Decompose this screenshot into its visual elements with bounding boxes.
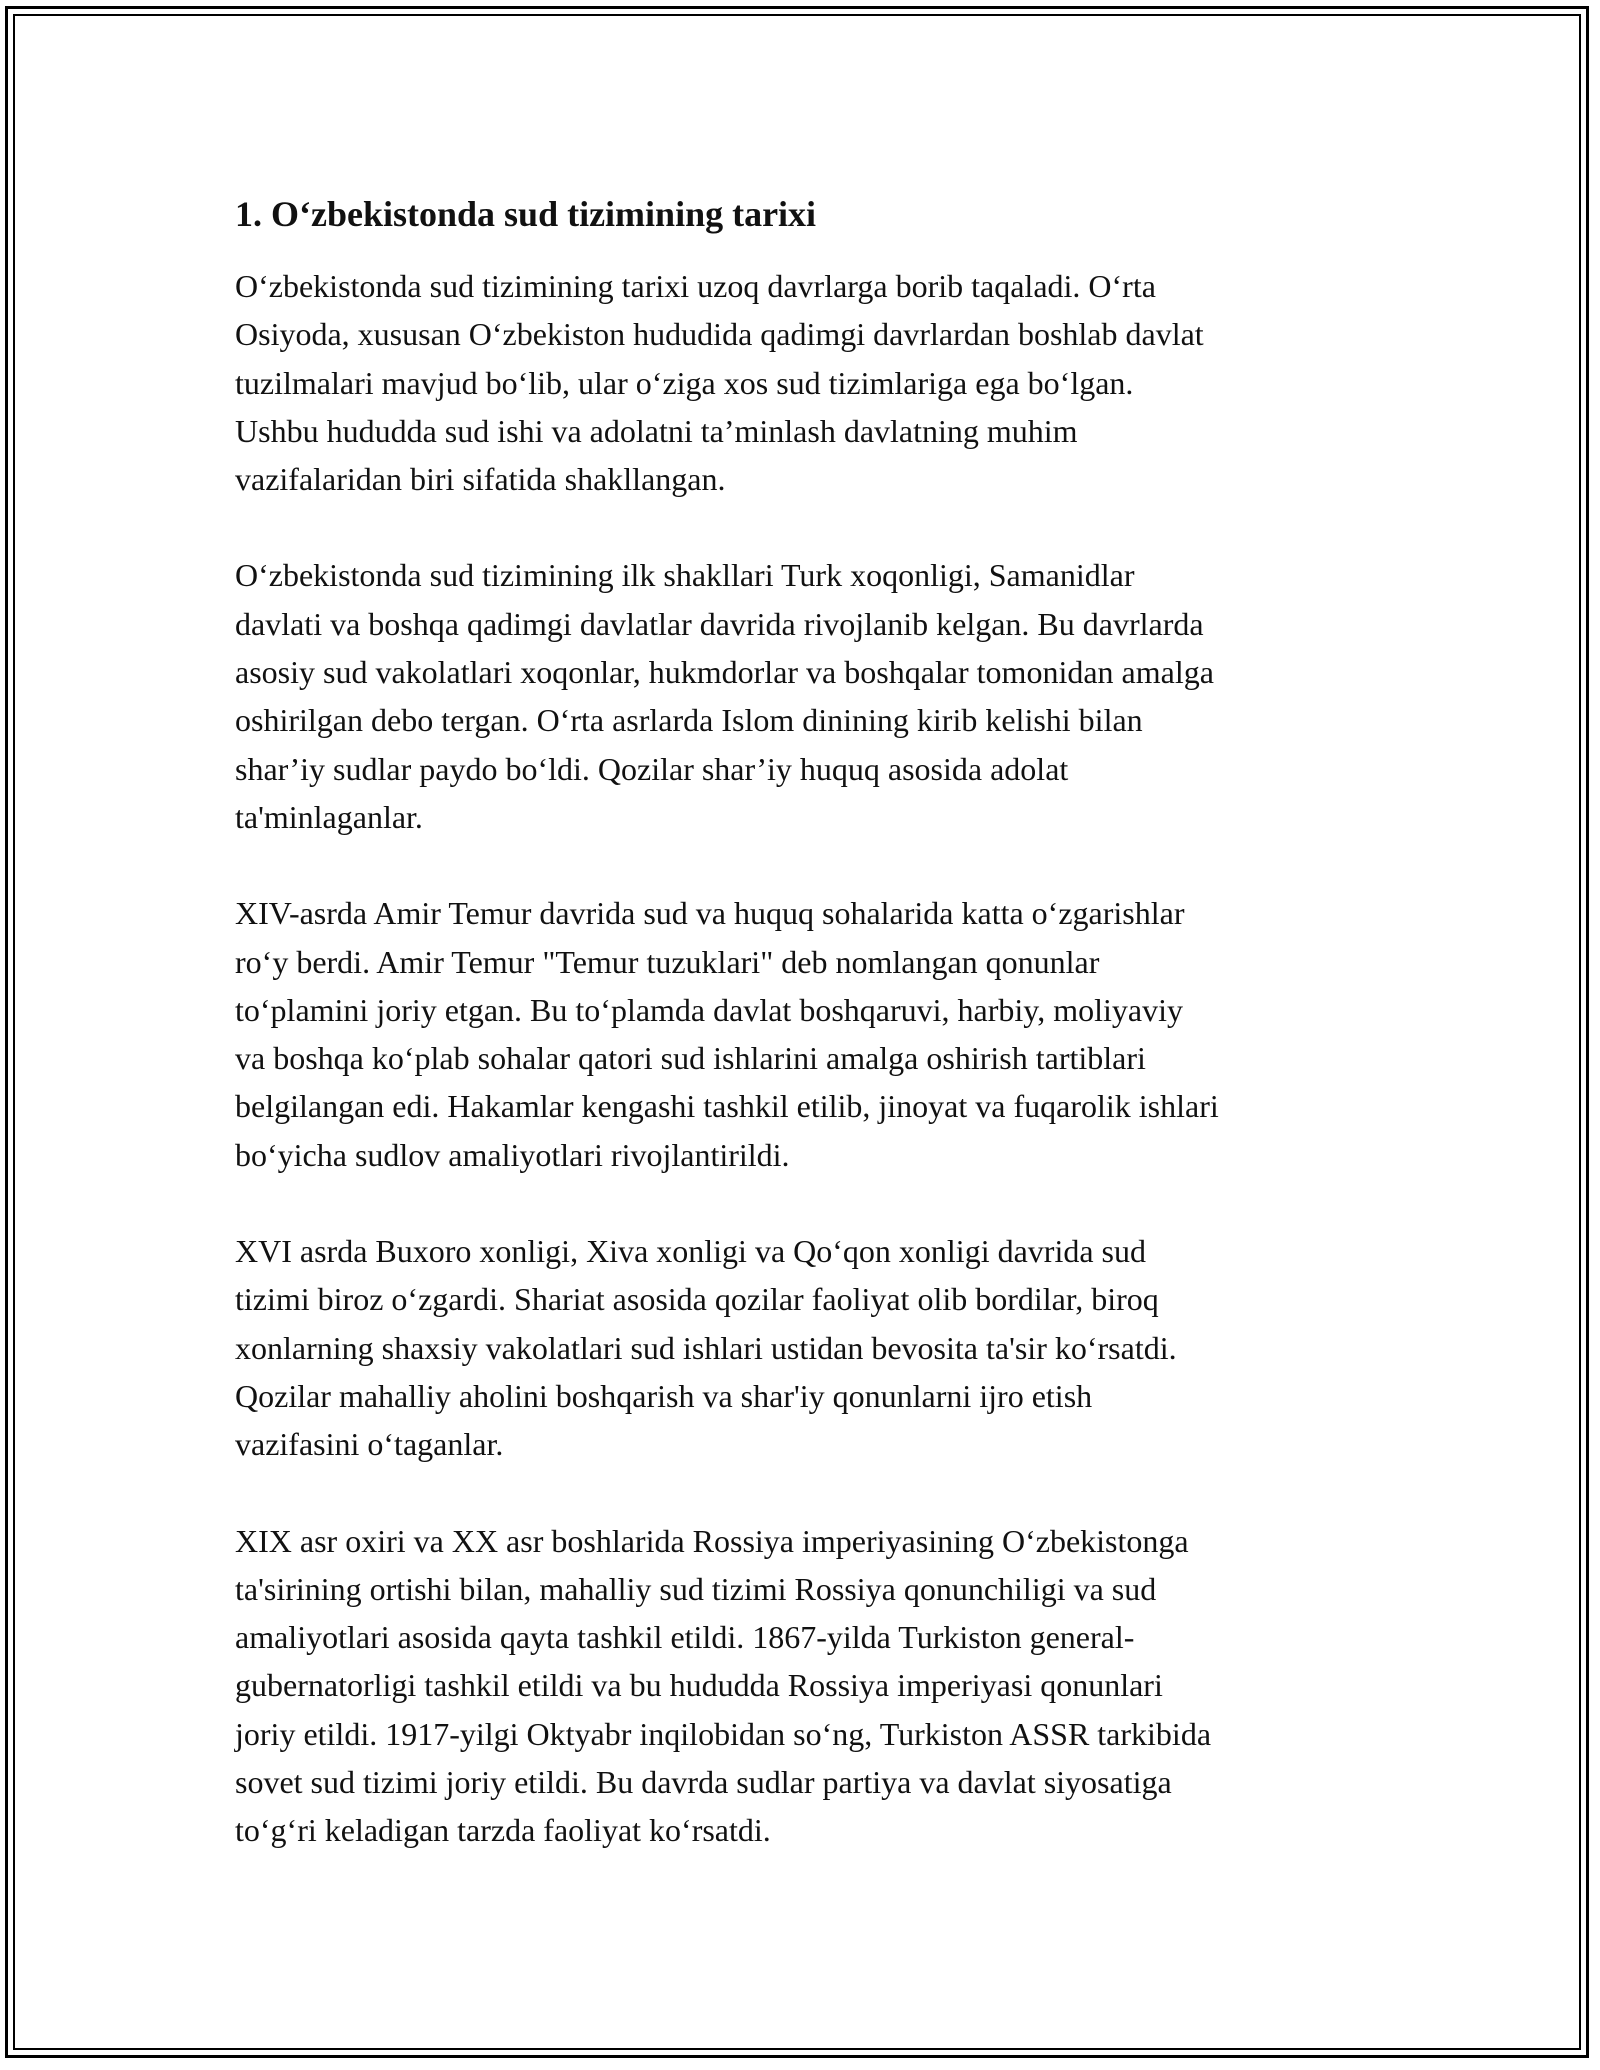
text-line: tizimi biroz o‘zgardi. Shariat asosida qozilar faoliyat olib bordilar, biroq	[235, 1281, 1159, 1318]
text-line: amaliyotlari asosida qayta tashkil etildi. 1867-yilda Turkiston general-	[235, 1619, 1135, 1656]
paragraph-4	[235, 1227, 1375, 1468]
paragraph-5	[235, 1517, 1375, 1855]
text-line: davlati va boshqa qadimgi davlatlar davrida rivojlanib kelgan. Bu davrlarda	[235, 605, 1204, 642]
text-line: oshirilgan debo tergan. O‘rta asrlarda Islom dinining kirib kelishi bilan	[235, 702, 1143, 739]
text-line: to‘plamini joriy etgan. Bu to‘plamda davlat boshqaruvi, harbiy, moliyaviy	[235, 991, 1183, 1028]
text-line: gubernatorligi tashkil etildi va bu hududda Rossiya imperiyasi qonunlari	[235, 1667, 1163, 1704]
text-line: XIV-asrda Amir Temur davrida sud va huquq sohalarida katta o‘zgarishlar	[235, 895, 1185, 932]
text-line: ro‘y berdi. Amir Temur "Temur tuzuklari" deb nomlangan qonunlar	[235, 943, 1100, 980]
text-line: XIX asr oxiri va XX asr boshlarida Rossiya imperiyasining O‘zbekistonga	[235, 1522, 1189, 1559]
text-line: va boshqa ko‘plab sohalar qatori sud ishlarini amalga oshirish tartiblari	[235, 1040, 1146, 1077]
text-line: vazifalaridan biri sifatida shakllangan.	[235, 461, 726, 498]
text-line: ta'minlaganlar.	[235, 798, 423, 835]
text-line: bo‘yicha sudlov amaliyotlari rivojlantirildi.	[235, 1136, 790, 1173]
text-line: joriy etildi. 1917-yilgi Oktyabr inqilobidan so‘ng, Turkiston ASSR tarkibida	[235, 1715, 1212, 1752]
text-line: tuzilmalari mavjud bo‘lib, ular o‘ziga xos sud tizimlariga ega bo‘lgan.	[235, 364, 1134, 401]
paragraph-3	[235, 889, 1375, 1179]
text-line: Ushbu hududda sud ishi va adolatni ta’minlash davlatning muhim	[235, 412, 1078, 449]
text-line: belgilangan edi. Hakamlar kengashi tashkil etilib, jinoyat va fuqarolik ishlari	[235, 1088, 1219, 1125]
text-line: O‘zbekistonda sud tizimining ilk shakllari Turk xoqonligi, Samanidlar	[235, 557, 1135, 594]
text-line: to‘g‘ri keladigan tarzda faoliyat ko‘rsatdi.	[235, 1812, 771, 1849]
text-line: shar’iy sudlar paydo bo‘ldi. Qozilar shar’iy huquq asosida adolat	[235, 750, 1069, 787]
text-line: sovet sud tizimi joriy etildi. Bu davrda sudlar partiya va davlat siyosatiga	[235, 1764, 1172, 1801]
text-line: XVI asrda Buxoro xonligi, Xiva xonligi va Qo‘qon xonligi davrida sud	[235, 1233, 1146, 1270]
text-line: asosiy sud vakolatlari xoqonlar, hukmdorlar va boshqalar tomonidan amalga	[235, 654, 1214, 691]
text-line: Osiyoda, xususan O‘zbekiston hududida qadimgi davrlardan boshlab davlat	[235, 316, 1204, 353]
document-body	[235, 186, 1375, 1903]
section-heading: 1. O‘zbekistonda sud tizimining tarixi	[235, 194, 817, 234]
paragraph-1	[235, 262, 1375, 503]
text-line: vazifasini o‘taganlar.	[235, 1426, 504, 1463]
paragraph-2	[235, 551, 1375, 841]
text-line: O‘zbekistonda sud tizimining tarixi uzoq davrlarga borib taqaladi. O‘rta	[235, 268, 1156, 304]
text-line: xonlarning shaxsiy vakolatlari sud ishlari ustidan bevosita ta'sir ko‘rsatdi.	[235, 1329, 1177, 1366]
text-line: Qozilar mahalliy aholini boshqarish va shar'iy qonunlarni ijro etish	[235, 1377, 1093, 1414]
text-line: ta'sirining ortishi bilan, mahalliy sud tizimi Rossiya qonunchiligi va sud	[235, 1570, 1157, 1607]
